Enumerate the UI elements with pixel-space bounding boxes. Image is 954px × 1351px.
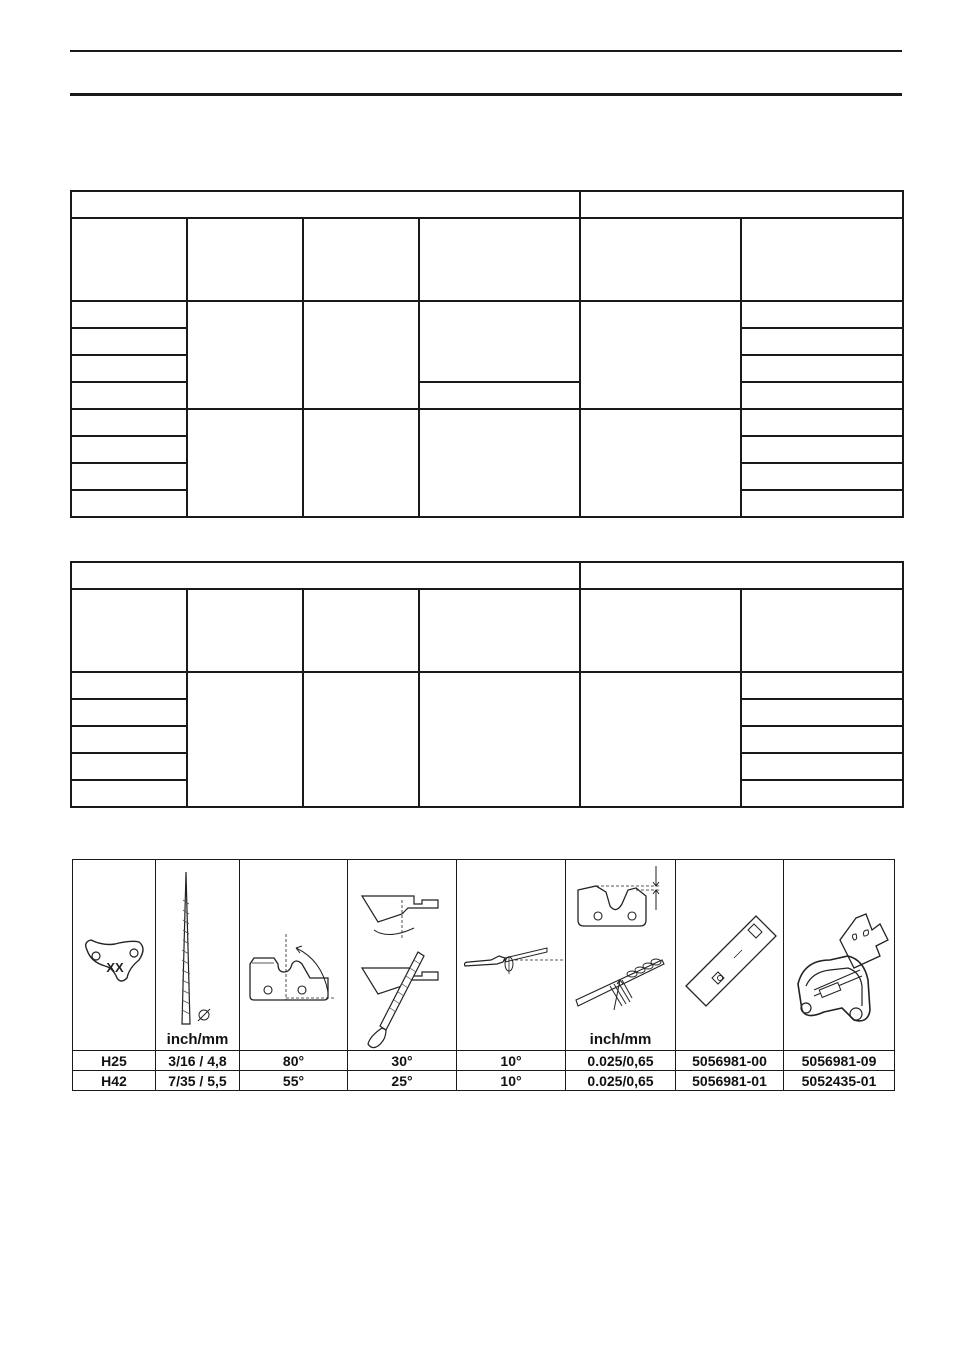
column-header	[303, 218, 419, 301]
column-header	[741, 218, 903, 301]
depth-gauge-illustration-cell	[566, 860, 676, 1051]
table-cell	[71, 328, 187, 355]
column-header	[187, 589, 303, 672]
table-cell: H25	[73, 1051, 156, 1071]
file-angle-illustration-cell	[348, 860, 457, 1051]
table-cell	[71, 409, 187, 436]
table-cell	[303, 301, 419, 409]
table-cell: 7/35 / 5,5	[156, 1071, 240, 1091]
table-cell	[187, 409, 303, 517]
table-cell: 30°	[348, 1051, 457, 1071]
table-cell	[71, 382, 187, 409]
file-diameter-unit: inch/mm	[166, 1031, 229, 1048]
table-cell: 5056981-00	[676, 1051, 784, 1071]
cutter-angle-icon	[240, 860, 348, 1050]
table-cell	[71, 301, 187, 328]
file-tilt-icon	[457, 860, 566, 1050]
table-cell: 5056981-09	[784, 1051, 895, 1071]
depth-gauge-icon	[566, 860, 676, 1050]
table-group-header	[580, 562, 903, 589]
table-cell	[741, 490, 903, 517]
table-group-header	[71, 191, 580, 218]
column-header	[303, 589, 419, 672]
depth-gauge-unit: inch/mm	[589, 1031, 652, 1048]
table-cell	[741, 672, 903, 699]
column-header	[580, 589, 741, 672]
table-cell	[419, 382, 580, 409]
column-header	[419, 218, 580, 301]
file-tilt-illustration-cell	[457, 860, 566, 1051]
table-row	[73, 1051, 895, 1071]
depth-gauge-tool-icon	[676, 860, 784, 1050]
spec-table-2	[70, 561, 904, 808]
table-cell	[71, 699, 187, 726]
top-plate-angle-illustration-cell	[240, 860, 348, 1051]
round-file-illustration-cell	[156, 860, 240, 1051]
table-cell: 0.025/0,65	[566, 1051, 676, 1071]
table-group-header	[71, 562, 580, 589]
table-cell	[741, 436, 903, 463]
table-cell	[303, 409, 419, 517]
table-cell	[71, 355, 187, 382]
table-cell: 0.025/0,65	[566, 1071, 676, 1091]
drive-link-icon	[73, 860, 156, 1050]
column-header	[580, 218, 741, 301]
table-cell: 5056981-01	[676, 1071, 784, 1091]
gauge-marking: XX	[106, 960, 124, 975]
column-header	[187, 218, 303, 301]
round-file-icon	[156, 860, 240, 1050]
table-cell	[741, 726, 903, 753]
header-rule-top	[70, 50, 902, 52]
sharpening-table	[72, 859, 895, 1091]
table-cell	[580, 409, 741, 517]
file-holder-icon	[784, 860, 895, 1050]
table-cell	[741, 780, 903, 807]
table-cell	[741, 409, 903, 436]
table-cell	[580, 672, 741, 807]
table-cell	[419, 409, 580, 517]
table-cell: 25°	[348, 1071, 457, 1091]
table-cell: 10°	[457, 1051, 566, 1071]
table-cell	[71, 463, 187, 490]
table-cell	[741, 463, 903, 490]
spec-table-1	[70, 190, 904, 518]
table-cell: 5052435-01	[784, 1071, 895, 1091]
table-cell: 3/16 / 4,8	[156, 1051, 240, 1071]
table-cell	[741, 355, 903, 382]
table-cell	[187, 301, 303, 409]
column-header	[71, 589, 187, 672]
table-cell	[741, 699, 903, 726]
table-cell	[303, 672, 419, 807]
table-cell: 55°	[240, 1071, 348, 1091]
table-cell	[71, 436, 187, 463]
table-cell	[71, 753, 187, 780]
table-cell	[71, 672, 187, 699]
column-header	[419, 589, 580, 672]
column-header	[741, 589, 903, 672]
file-holder-illustration-cell	[784, 860, 895, 1051]
table-group-header	[580, 191, 903, 218]
table-cell	[419, 672, 580, 807]
table-row	[73, 1071, 895, 1091]
table-cell	[187, 672, 303, 807]
table-cell	[580, 301, 741, 409]
table-cell	[741, 753, 903, 780]
table-cell	[71, 780, 187, 807]
table-cell: 10°	[457, 1071, 566, 1091]
drive-link-illustration-cell	[73, 860, 156, 1051]
table-cell	[741, 328, 903, 355]
table-cell	[419, 301, 580, 382]
column-header	[71, 218, 187, 301]
table-cell	[741, 301, 903, 328]
table-cell	[71, 490, 187, 517]
gauge-tool-illustration-cell	[676, 860, 784, 1051]
table-cell	[741, 382, 903, 409]
table-cell: 80°	[240, 1051, 348, 1071]
table-cell	[71, 726, 187, 753]
file-angle-icon	[348, 860, 457, 1050]
header-rule-bottom	[70, 93, 902, 96]
table-cell: H42	[73, 1071, 156, 1091]
